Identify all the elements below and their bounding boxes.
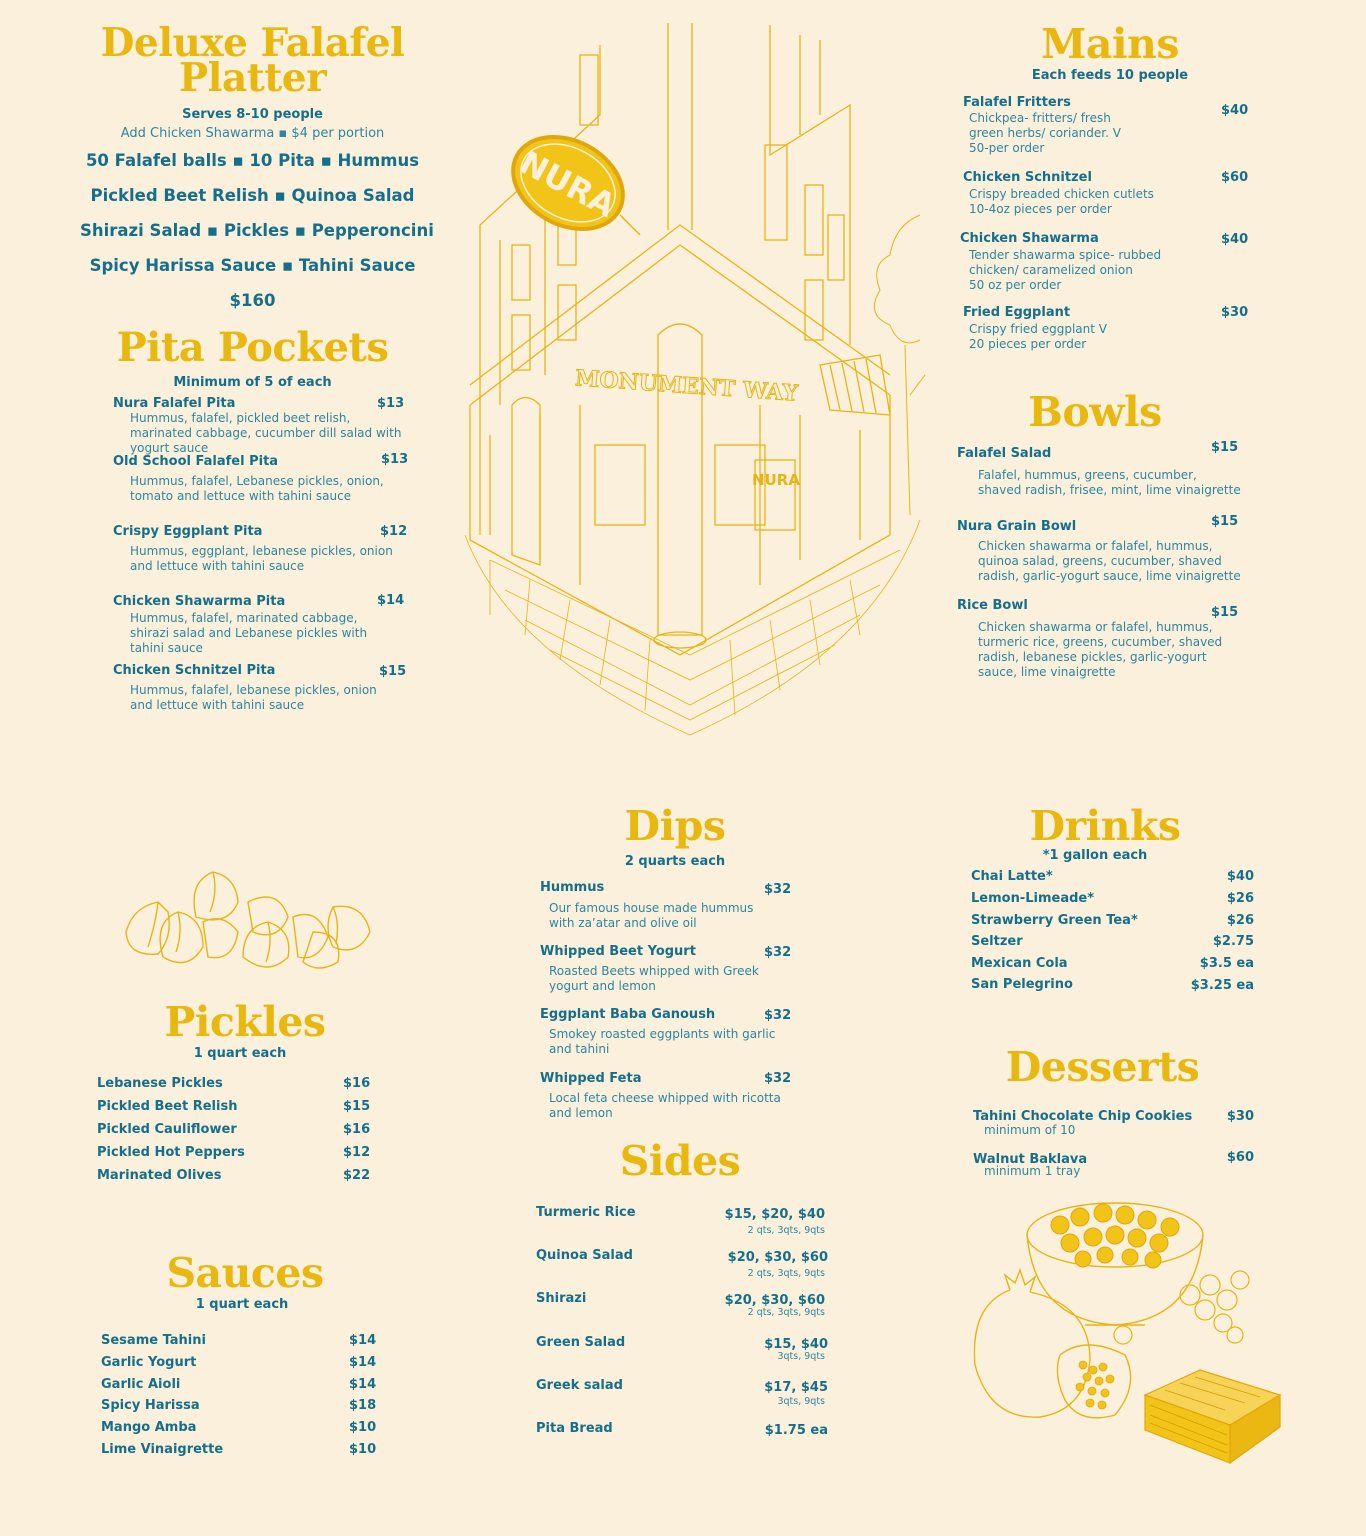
platter-line: 50 Falafel balls ▪ 10 Pita ▪ Hummus (85, 151, 420, 170)
menu-item-sizes: 3qts, 9qts (777, 1351, 825, 1362)
street-name-text: MONUMENT WAY (574, 365, 799, 407)
menu-item-price: $10 (349, 1420, 377, 1435)
menu-item-note: 20 pieces per order (969, 337, 1087, 351)
menu-item-name: Lime Vinaigrette (101, 1442, 224, 1457)
menu-item-name: Garlic Aioli (101, 1377, 181, 1392)
menu-item-price: $14 (349, 1377, 377, 1392)
menu-item-price: $18 (349, 1398, 377, 1413)
menu-item-name: Mexican Cola (971, 956, 1068, 971)
menu-item-price: $40 (1221, 103, 1249, 118)
mains-subtitle: Each feeds 10 people (1031, 68, 1189, 83)
mains-title: Mains (1041, 20, 1179, 68)
menu-item-name: Pickled Hot Peppers (97, 1145, 245, 1160)
menu-item-price: $1.75 ea (764, 1423, 828, 1438)
platter-serves: Serves 8-10 people (182, 107, 323, 122)
pickles-subtitle: 1 quart each (193, 1046, 287, 1061)
menu-item-description: Chickpea- fritters/ fresh green herbs/ coriander. V (969, 111, 1121, 140)
menu-item-price: $15 (1211, 440, 1239, 455)
pita-title: Pita Pockets (116, 324, 389, 371)
menu-item-name: Fried Eggplant (963, 305, 1071, 320)
menu-item-name: Walnut Baklava (973, 1152, 1088, 1167)
menu-item-name: Pickled Beet Relish (97, 1099, 238, 1114)
pita-subtitle: Minimum of 5 of each (173, 375, 332, 390)
menu-item-note: 50-per order (969, 141, 1045, 155)
dips-title: Dips (624, 802, 726, 850)
menu-item-price: $16 (343, 1122, 371, 1137)
menu-item-description: Hummus, falafel, lebanese pickles, onion and lettuce with tahini sauce (130, 683, 377, 712)
menu-item-description: Crispy fried eggplant V (969, 322, 1107, 336)
menu-item-name: Tahini Chocolate Chip Cookies (973, 1109, 1193, 1124)
menu-item-description: Crispy breaded chicken cutlets (969, 187, 1154, 201)
menu-item-name: Old School Falafel Pita (113, 454, 279, 469)
menu-item-note: minimum of 10 (984, 1123, 1076, 1137)
menu-item-description: Falafel, hummus, greens, cucumber, shaved radish, frisee, mint, lime vinaigrette (978, 468, 1241, 497)
menu-item-price: $13 (377, 396, 405, 411)
menu-item-price: $12 (380, 524, 408, 539)
menu-item-sizes: 2 qts, 3qts, 9qts (747, 1307, 825, 1318)
menu-item-price: $14 (349, 1355, 377, 1370)
menu-item-name: Strawberry Green Tea* (971, 913, 1138, 928)
menu-item-name: San Pelegrino (971, 977, 1073, 992)
menu-item-price: $32 (764, 1008, 792, 1023)
menu-item-price: $14 (349, 1333, 377, 1348)
chickpeas-illustration (118, 862, 378, 980)
menu-item-note: minimum 1 tray (984, 1164, 1081, 1178)
menu-item-description: Our famous house made hummus with za’atar and olive oil (549, 901, 754, 930)
sauces-subtitle: 1 quart each (195, 1297, 289, 1312)
menu-item-name: Falafel Fritters (963, 95, 1071, 110)
menu-item-description: Chicken shawarma or falafel, hummus, turmeric rice, greens, cucumber, shaved radish, lebanese pickles, garlic-yogurt sauce, lime vinaigrette (978, 620, 1223, 679)
menu-item-price: $3.25 ea (1190, 978, 1254, 993)
menu-item-name: Quinoa Salad (536, 1248, 633, 1263)
menu-item-name: Rice Bowl (957, 598, 1028, 613)
drinks-title: Drinks (1029, 802, 1181, 850)
menu-item-price: $15, $40 (764, 1337, 828, 1352)
menu-item-name: Chicken Shawarma Pita (113, 594, 286, 609)
menu-item-price: $12 (343, 1145, 371, 1160)
platter-line: Shirazi Salad ▪ Pickles ▪ Pepperoncini (80, 221, 434, 240)
menu-item-name: Mango Amba (101, 1420, 197, 1435)
menu-item-note: 10-4oz pieces per order (969, 202, 1112, 216)
platter-title: Deluxe Falafel Platter (100, 20, 405, 101)
menu-item-description: Hummus, falafel, marinated cabbage, shirazi salad and Lebanese pickles with tahini sauce (130, 611, 368, 655)
platter-price: $160 (229, 291, 276, 310)
menu-item-description: Chicken shawarma or falafel, hummus, quinoa salad, greens, cucumber, shaved radish, garlic-yogurt sauce, lime vinaigrette (978, 539, 1241, 583)
menu-item-price: $20, $30, $60 (727, 1250, 828, 1265)
menu-item-name: Marinated Olives (97, 1168, 222, 1183)
sauces-title: Sauces (166, 1249, 324, 1297)
sides-title: Sides (619, 1137, 741, 1185)
storefront-illustration (450, 15, 930, 740)
menu-item-description: Local feta cheese whipped with ricotta and lemon (549, 1091, 781, 1120)
menu-item-name: Falafel Salad (957, 446, 1052, 461)
menu-item-price: $2.75 (1212, 934, 1254, 949)
menu-item-price: $40 (1226, 869, 1254, 884)
window-sign-text: NURA (752, 471, 800, 489)
menu-item-description: Hummus, falafel, pickled beet relish, marinated cabbage, cucumber dill salad with yogurt sauce (130, 411, 402, 455)
dessert-bowl-illustration (965, 1195, 1295, 1475)
menu-item-name: Garlic Yogurt (101, 1355, 197, 1370)
menu-item-description: Smokey roasted eggplants with garlic and tahini (549, 1027, 776, 1056)
menu-item-sizes: 3qts, 9qts (777, 1396, 825, 1407)
menu-item-price: $10 (349, 1442, 377, 1457)
menu-item-price: $20, $30, $60 (724, 1293, 825, 1308)
menu-item-name: Green Salad (536, 1335, 626, 1350)
desserts-title: Desserts (1005, 1043, 1200, 1091)
menu-item-name: Chicken Schnitzel Pita (113, 663, 276, 678)
menu-item-description: Hummus, falafel, Lebanese pickles, onion, tomato and lettuce with tahini sauce (130, 474, 384, 503)
menu-item-price: $32 (764, 1071, 792, 1086)
menu-item-price: $15 (1211, 605, 1239, 620)
menu-item-price: $40 (1221, 232, 1249, 247)
menu-item-name: Chicken Schnitzel (963, 170, 1092, 185)
menu-item-name: Hummus (540, 880, 605, 895)
platter-line: Pickled Beet Relish ▪ Quinoa Salad (90, 186, 415, 205)
menu-item-name: Nura Falafel Pita (113, 396, 236, 411)
drinks-subtitle: *1 gallon each (1042, 848, 1148, 863)
dips-subtitle: 2 quarts each (624, 854, 726, 869)
menu-item-price: $26 (1226, 913, 1254, 928)
menu-item-price: $60 (1226, 1150, 1254, 1165)
menu-item-name: Turmeric Rice (536, 1205, 636, 1220)
menu-item-price: $26 (1226, 891, 1254, 906)
platter-addon: Add Chicken Shawarma ▪ $4 per portion (120, 126, 385, 141)
menu-item-price: $15 (379, 664, 407, 679)
menu-item-sizes: 2 qts, 3qts, 9qts (747, 1225, 825, 1236)
menu-item-price: $16 (343, 1076, 371, 1091)
menu-item-price: $60 (1221, 170, 1249, 185)
menu-item-price: $32 (764, 882, 792, 897)
menu-item-price: $15 (343, 1099, 371, 1114)
menu-item-name: Seltzer (971, 934, 1023, 949)
menu-item-price: $30 (1226, 1109, 1254, 1124)
menu-item-price: $30 (1221, 305, 1249, 320)
menu-item-price: $3.5 ea (1199, 956, 1254, 971)
menu-item-name: Pita Bread (536, 1421, 613, 1436)
menu-item-name: Greek salad (536, 1378, 623, 1393)
menu-item-name: Lebanese Pickles (97, 1076, 223, 1091)
menu-item-price: $15, $20, $40 (724, 1207, 825, 1222)
menu-item-price: $32 (764, 945, 792, 960)
menu-item-name: Whipped Feta (540, 1071, 642, 1086)
menu-item-name: Spicy Harissa (101, 1398, 200, 1413)
menu-item-price: $17, $45 (764, 1380, 828, 1395)
menu-item-description: Roasted Beets whipped with Greek yogurt and lemon (549, 964, 759, 993)
menu-item-name: Lemon-Limeade* (971, 891, 1095, 906)
menu-item-name: Nura Grain Bowl (957, 519, 1077, 534)
menu-item-price: $22 (343, 1168, 371, 1183)
menu-item-sizes: 2 qts, 3qts, 9qts (747, 1268, 825, 1279)
menu-item-name: Pickled Cauliflower (97, 1122, 237, 1137)
menu-item-name: Eggplant Baba Ganoush (540, 1007, 716, 1022)
platter-section (90, 20, 415, 101)
menu-item-name: Whipped Beet Yogurt (540, 944, 696, 959)
nura-sign-text: NURA (513, 143, 622, 225)
menu-item-description: Tender shawarma spice- rubbed chicken/ caramelized onion (969, 248, 1162, 277)
menu-item-name: Shirazi (536, 1291, 587, 1306)
menu-item-name: Crispy Eggplant Pita (113, 524, 263, 539)
platter-line: Spicy Harissa Sauce ▪ Tahini Sauce (89, 256, 416, 275)
menu-item-price: $15 (1211, 514, 1239, 529)
bowls-title: Bowls (1028, 388, 1162, 436)
menu-item-price: $14 (377, 593, 405, 608)
menu-item-name: Chicken Shawarma (960, 231, 1099, 246)
menu-item-description: Hummus, eggplant, lebanese pickles, onion and lettuce with tahini sauce (130, 544, 393, 573)
pickles-title: Pickles (164, 998, 326, 1046)
menu-item-name: Sesame Tahini (101, 1333, 206, 1348)
menu-item-price: $13 (381, 452, 409, 467)
menu-item-note: 50 oz per order (969, 278, 1062, 292)
menu-item-name: Chai Latte* (971, 869, 1053, 884)
